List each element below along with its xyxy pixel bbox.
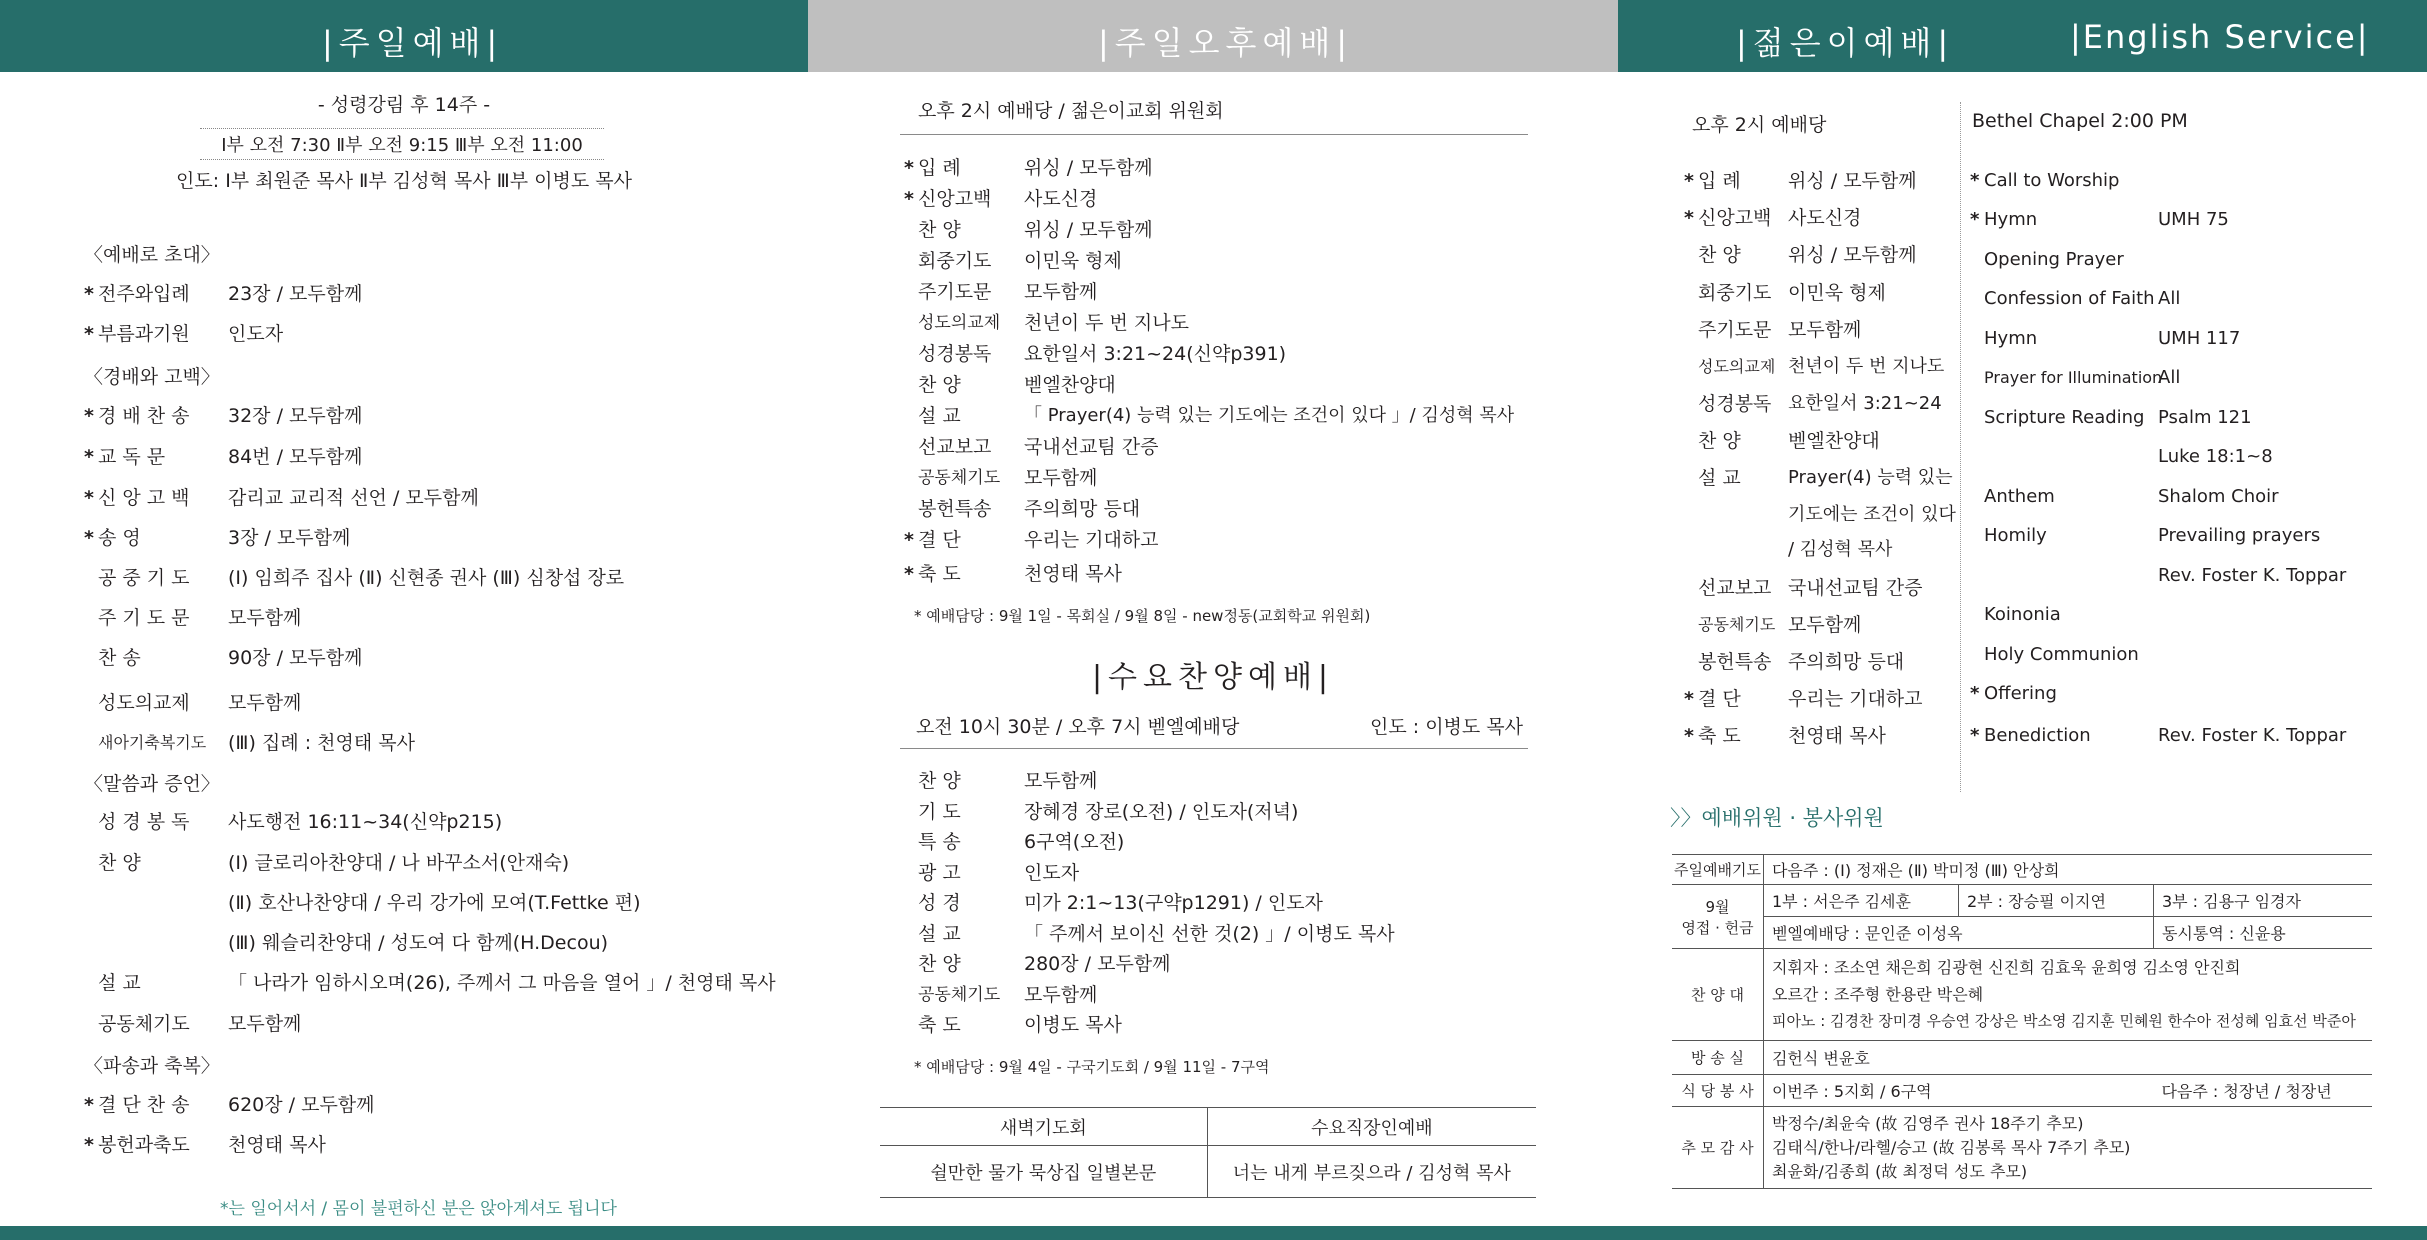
afternoon-subtitle: 오후 2시 예배당 / 젊은이교회 위원회 [918,100,1224,122]
sunday-column: - 성령강림 후 14주 - Ⅰ부 오전 7:30 Ⅱ부 오전 9:15 Ⅲ부 오전 11:00 인도: Ⅰ부 최원준 목사 Ⅱ부 김성혁 목사 Ⅲ부 이병도 목사 〈예배로 초대〉 * 전주와입례 23장 / 모두함께 * 부름과기원 인도자 〈경배와 고백〉 * 경 배 찬 송 32장 / 모두함께 * 교 독 문 84번 / 모두함께 * 신 앙 고 백 감리교 교리적 선언 / 모두함께 * 송 영 3장 / 모두함께 공 중 기 도 (Ⅰ) 임희주 집사 (Ⅱ) 신현종 권사 (Ⅲ) 심창섭 장로 주 기 도 문 모두함께 찬 송 90장 / 모두함께 성도의교제 모두함께 새아기축복기도 (Ⅲ) 집례 : 천영태 목사 〈말씀과 증언〉 성 경 봉 독 사도행전 16:11~34(신약p215) 찬 양 (Ⅰ) 글로리아찬양대 / 나 바꾸소서(안재숙) (Ⅱ) 호산나찬양대 / 우리 강가에 모여(T.Fettke 편) (Ⅲ) 웨슬리찬양대 / 성도여 다 함께(H.Decou) 설 교 「 나라가 임하시오며(26), 주께서 그 마음을 열어 」/ 천영태 목사 공동체기도 모두함께 〈파송과 축복〉 * 결 단 찬 송 620장 / 모두함께 * 봉헌과축도 천영태 목사 *는 일어서서 / 몸이 불편하신 분은 앉아계셔도 됩니다 [0,72,808,1226]
header-young-title: |젊은이예배| [1736,24,1955,62]
vol-interp: 동시통역 : 신윤용 [2153,917,2372,949]
sunday-footnote: *는 일어서서 / 몸이 불편하신 분은 앉아계셔도 됩니다 [220,1199,617,1219]
divider [900,748,1528,749]
vol-prayer-label: 주일예배기도 [1672,855,1763,885]
header-bar-afternoon [808,0,1618,72]
wednesday-worker-value: 너는 내게 부르짖으라 / 김성혁 목사 [1207,1146,1536,1198]
header-bar-sunday [0,0,808,72]
header-sunday-title: |주일예배| [322,24,504,62]
vol-ushers-2: 2부 : 장승필 이지연 [1958,885,2153,917]
vol-kitchen-this: 이번주 : 5지회 / 6구역 [1763,1075,2153,1107]
wednesday-title: |수요찬양예배| [1091,660,1335,695]
sunday-times: Ⅰ부 오전 7:30 Ⅱ부 오전 9:15 Ⅲ부 오전 11:00 [200,128,604,160]
english-subtitle: Bethel Chapel 2:00 PM [1972,110,2188,132]
volunteers-title: 〉〉예배위원 · 봉사위원 [1670,806,1884,830]
vol-bethel: 벧엘예배당 : 문인준 이성옥 [1763,917,2153,949]
sunday-week: - 성령강림 후 14주 - [317,94,491,116]
vol-broadcast-label: 방 송 실 [1672,1041,1763,1075]
vol-ushers-label: 9월 영접 · 헌금 [1672,885,1763,949]
wednesday-leader: 인도 : 이병도 목사 [1370,716,1523,738]
wednesday-note: * 예배담당 : 9월 4일 - 구국기도회 / 9월 11일 - 7구역 [914,1058,1270,1076]
afternoon-note: * 예배담당 : 9월 1일 - 목회실 / 9월 8일 - new정동(교회학교 위원회) [914,607,1371,625]
volunteers-table [1672,854,2372,1189]
vol-memorial-label: 추 모 감 사 [1672,1107,1763,1189]
dawn-prayer-header: 새벽기도회 [880,1108,1207,1146]
divider [900,134,1528,135]
young-subtitle: 오후 2시 예배당 [1692,114,1827,136]
young-english-column: 오후 2시 예배당 Bethel Chapel 2:00 PM * 입 례 위싱 / 모두함께 * 신앙고백 사도신경 찬 양 위싱 / 모두함께 회중기도 이민욱 형제 주기도문 모두함께 성도의교제 천년이 두 번 지나도 성경봉독 요한일서 3:21~24 찬 양 벧엘찬양대 설 교 Prayer(4) 능력 있는 기도에는 조건이 있다 / 김성혁 목사 선교보고 국내선교팀 간증 공동체기도 모두함께 봉헌특송 주의희망 등대 * 결 단 우리는 기대하고 * 축 도 천영태 목사 * Call to Worship * Hymn UMH 75 Opening Prayer Confession of Faith All Hymn UMH 117 Prayer for Illumination All Scripture Reading Psalm 121 Luke 18:1~8 Anthem Shalom Choir Homily Prevailing prayers Rev. Foster K. Toppar Koinonia Holy Communion * Offering * Benediction Rev. Foster K. Toppar 〉〉예배위원 · 봉사위원 주일예배기도 다음주 : (Ⅰ) 정재은 (Ⅱ) 박미정 (Ⅲ) 안상희 9월 영접 · 헌금 1부 : 서은주 김세훈 2부 : 장승필 이지연 3부 : 김용구 임경자 벧엘예배당 : 문인준 이성옥 동시통역 : 신윤용 찬 양 대 지휘자 : 조소연 채은희 김광현 신진희 김효욱 윤희영 김소영 안진희 오르간 : 조주형 한용란 박은혜 피아노 : 김경찬 장미경 우승연 강상은 박소영 김지훈 민혜원 한수아 전성혜 임효선 박준아 방 송 실 김헌식 변윤호 식 당 봉 사 이번주 : 5지회 / 6구역 다음주 : 청장년 / 청장년 추 모 감 사 박정수/최윤숙 (故 김영주 권사 18주기 추모) 김태식/한나/라헬/승고 (故 김봉록 목사 7주기 추모) 최윤화/김종희 (故 최정덕 성도 추모) [1618,72,2427,1226]
section-sending: 〈파송과 축복〉 [84,1055,220,1077]
vol-memorial-value: 박정수/최윤숙 (故 김영주 권사 18주기 추모) 김태식/한나/라헬/승고 (故 김봉록 목사 7주기 추모) 최윤화/김종희 (故 최정덕 성도 추모) [1763,1107,2372,1189]
vol-kitchen-label: 식 당 봉 사 [1672,1075,1763,1107]
dawn-prayer-value: 쉴만한 물가 묵상집 일별본문 [880,1146,1207,1198]
vol-broadcast-value: 김헌식 변윤호 [1763,1041,2372,1075]
vol-ushers-3: 3부 : 김용구 임경자 [2153,885,2372,917]
vol-choir-label: 찬 양 대 [1672,949,1763,1041]
header-afternoon-title: |주일오후예배| [1098,24,1354,62]
column-divider [1960,102,1961,792]
vol-prayer-value: 다음주 : (Ⅰ) 정재은 (Ⅱ) 박미정 (Ⅲ) 안상희 [1763,855,2372,885]
wednesday-subtitle: 오전 10시 30분 / 오후 7시 벧엘예배당 [916,716,1240,738]
footer-bar [0,1226,2427,1240]
section-confession: 〈경배와 고백〉 [84,366,220,388]
sunday-leaders: 인도: Ⅰ부 최원준 목사 Ⅱ부 김성혁 목사 Ⅲ부 이병도 목사 [176,170,632,192]
header-english-title: |English Service| [2070,18,2370,56]
wednesday-worker-header: 수요직장인예배 [1207,1108,1536,1146]
afternoon-column: 오후 2시 예배당 / 젊은이교회 위원회 * 입 례 위싱 / 모두함께 * 신앙고백 사도신경 찬 양 위싱 / 모두함께 회중기도 이민욱 형제 주기도문 모두함께 성도의교제 천년이 두 번 지나도 성경봉독 요한일서 3:21~24(신약p391) 찬 양 벧엘찬양대 설 교 「 Prayer(4) 능력 있는 기도에는 조건이 있다 」/ 김성혁 목사 선교보고 국내선교팀 간증 공동체기도 모두함께 봉헌특송 주의희망 등대 * 결 단 우리는 기대하고 * 축 도 천영태 목사 * 예배담당 : 9월 1일 - 목회실 / 9월 8일 - new정동(교회학교 위원회) |수요찬양예배| 오전 10시 30분 / 오후 7시 벧엘예배당 인도 : 이병도 목사 찬 양 모두함께 기 도 장혜경 장로(오전) / 인도자(저녁) 특 송 6구역(오전) 광 고 인도자 성 경 미가 2:1~13(구약p1291) / 인도자 설 교 「 주께서 보이신 선한 것(2) 」/ 이병도 목사 찬 양 280장 / 모두함께 공동체기도 모두함께 축 도 이병도 목사 * 예배담당 : 9월 4일 - 구국기도회 / 9월 11일 - 7구역 새벽기도회 수요직장인예배 쉴만한 물가 묵상집 일별본문 너는 내게 부르짖으라 / 김성혁 목사 [808,72,1618,1226]
vol-kitchen-next: 다음주 : 청장년 / 청장년 [2153,1075,2372,1107]
section-word: 〈말씀과 증언〉 [84,773,220,795]
vol-choir-value: 지휘자 : 조소연 채은희 김광현 신진희 김효욱 윤희영 김소영 안진희 오르간 : 조주형 한용란 박은혜 피아노 : 김경찬 장미경 우승연 강상은 박소영 김지훈 민혜원 한수아 전성혜 임효선 박준아 [1763,949,2372,1041]
section-invite: 〈예배로 초대〉 [84,244,220,266]
bottom-table [880,1107,1536,1198]
vol-ushers-1: 1부 : 서은주 김세훈 [1763,885,1958,917]
header-bar-young-english [1618,0,2427,72]
